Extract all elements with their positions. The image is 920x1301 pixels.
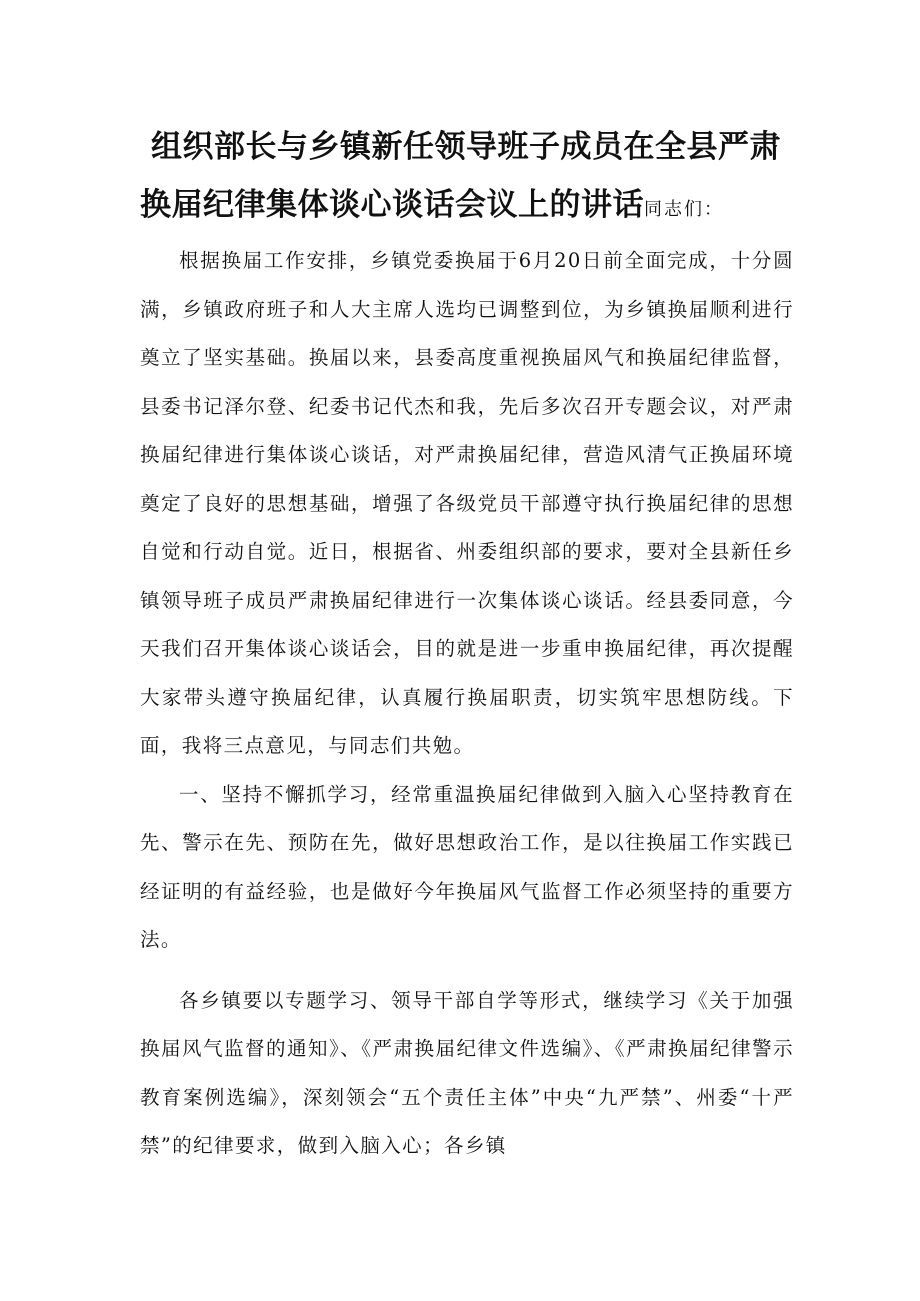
document-title (140, 118, 800, 239)
document-body (140, 237, 794, 1171)
paragraph-section-one: 一、坚持不懈抓学习，经常重温换届纪律做到入脑入心坚持教育在先、警示在先、预防在先，做好思想政治工作，是以往换届工作实践已经证明的有益经验，也是做好今年换届风气监督工作必须坚持的重要方法。 (140, 782, 794, 951)
paragraph-study: 各乡镇要以专题学习、领导干部自学等形式，继续学习《关于加强换届风气监督的通知》、《严肃换届纪律文件选编》、《严肃换届纪律警示教育案例选编》，深刻领会“五个责任主体”中央“九严禁”、州委“十严禁”的纪律要求，做到入脑入心；各乡镇 (140, 988, 794, 1157)
paragraph-intro: 根据换届工作安排，乡镇党委换届于6月20日前全面完成，十分圆满，乡镇政府班子和人大主席人选均已调整到位，为乡镇换届顺利进行奠立了坚实基础。换届以来，县委高度重视换届风气和换届纪律监督，县委书记泽尔登、纪委书记代杰和我，先后多次召开专题会议，对严肃换届纪律进行集体谈心谈话，对严肃换届纪律，营造风清气正换届环境奠定了良好的思想基础，增强了各级党员干部遵守执行换届纪律的思想自觉和行动自觉。近日，根据省、州委组织部的要求，要对全县新任乡镇领导班子成员严肃换届纪律进行一次集体谈心谈话。经县委同意，今天我们召开集体谈心谈话会，目的就是进一步重申换届纪律，再次提醒大家带头遵守换届纪律，认真履行换届职责，切实筑牢思想防线。下面，我将三点意见，与同志们共勉。 (140, 249, 794, 757)
salutation: 同志们： (644, 199, 724, 220)
title-text: 组织部长与乡镇新任领导班子成员在全县严肃换届纪律集体谈心谈话会议上的讲话 (140, 129, 781, 223)
